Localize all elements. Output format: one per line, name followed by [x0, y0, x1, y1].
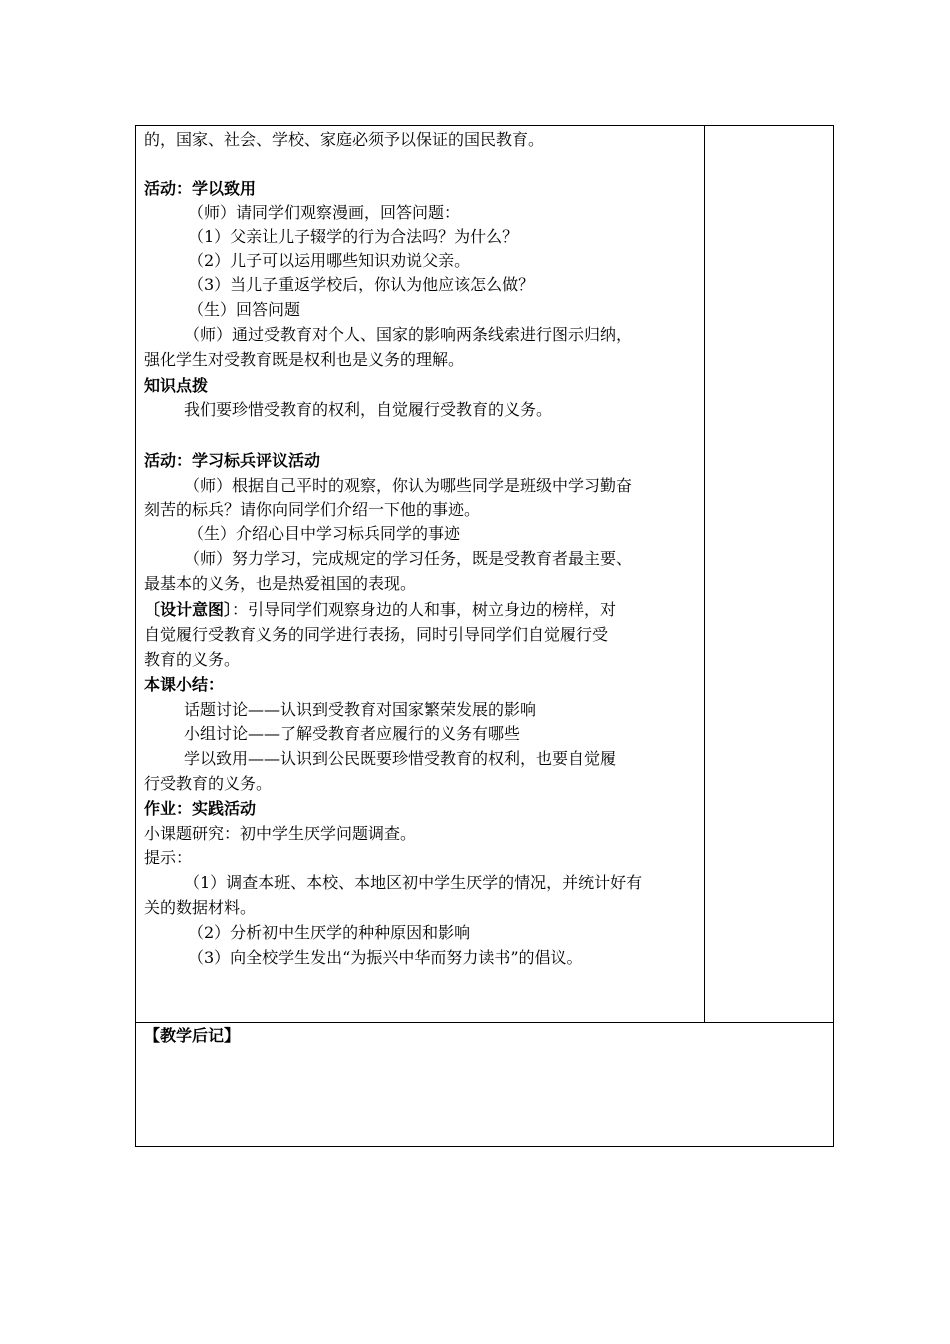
section-heading: 本课小结：	[144, 675, 225, 694]
text-line: （3）向全校学生发出“为振兴中华而努力读书”的倡议。	[188, 948, 583, 967]
text-line: 小课题研究：初中学生厌学问题调查。	[144, 824, 417, 843]
text-line: 行受教育的义务。	[144, 774, 273, 793]
design-intent-label: 〔设计意图〕	[144, 600, 233, 619]
design-intent-line	[144, 598, 616, 622]
text-line: （师）努力学习，完成规定的学习任务，既是受教育者最主要、	[184, 549, 633, 568]
text-line: 关的数据材料。	[144, 898, 257, 917]
design-intent-text: ：引导同学们观察身边的人和事，树立身边的榜样，对	[232, 600, 617, 619]
text-line: （师）通过受教育对个人、国家的影响两条线索进行图示归纳，	[184, 325, 633, 344]
text-line: （师）根据自己平时的观察，你认为哪些同学是班级中学习勤奋	[184, 476, 633, 495]
text-line: 强化学生对受教育既是权利也是义务的理解。	[144, 350, 465, 369]
text-line: （1）调查本班、本校、本地区初中学生厌学的情况，并统计好有	[184, 873, 643, 892]
text-line: （3）当儿子重返学校后，你认为他应该怎么做？	[188, 275, 535, 294]
text-line: 教育的义务。	[144, 650, 241, 669]
text-line: 刻苦的标兵？请你向同学们介绍一下他的事迹。	[144, 500, 481, 519]
section-heading: 作业：实践活动	[144, 799, 257, 818]
notes-column-cell	[704, 125, 834, 1023]
text-line: 话题讨论——认识到受教育对国家繁荣发展的影响	[184, 700, 537, 719]
section-heading: 活动：学习标兵评议活动	[144, 451, 321, 470]
section-heading: 知识点拨	[144, 376, 209, 395]
text-line: 小组讨论——了解受教育者应履行的义务有哪些	[184, 724, 521, 743]
text-line: 学以致用——认识到公民既要珍惜受教育的权利，也要自觉履	[184, 749, 617, 768]
postscript-title: 【教学后记】	[144, 1026, 241, 1045]
text-line: （师）请同学们观察漫画，回答问题：	[188, 203, 461, 222]
text-line: （2）分析初中生厌学的种种原因和影响	[188, 923, 471, 942]
text-line: （生）回答问题	[188, 300, 301, 319]
text-line: 最基本的义务，也是热爱祖国的表现。	[144, 574, 417, 593]
text-line: （1）父亲让儿子辍学的行为合法吗？为什么？	[188, 227, 519, 246]
section-heading: 活动：学以致用	[144, 179, 257, 198]
text-line: （生）介绍心目中学习标兵同学的事迹	[188, 524, 461, 543]
text-line: 我们要珍惜受教育的权利，自觉履行受教育的义务。	[184, 400, 553, 419]
text-line: 自觉履行受教育义务的同学进行表扬，同时引导同学们自觉履行受	[144, 625, 609, 644]
text-line: 的，国家、社会、学校、家庭必须予以保证的国民教育。	[144, 130, 545, 149]
text-line: 提示：	[144, 848, 193, 867]
text-line: （2）儿子可以运用哪些知识劝说父亲。	[188, 251, 471, 270]
